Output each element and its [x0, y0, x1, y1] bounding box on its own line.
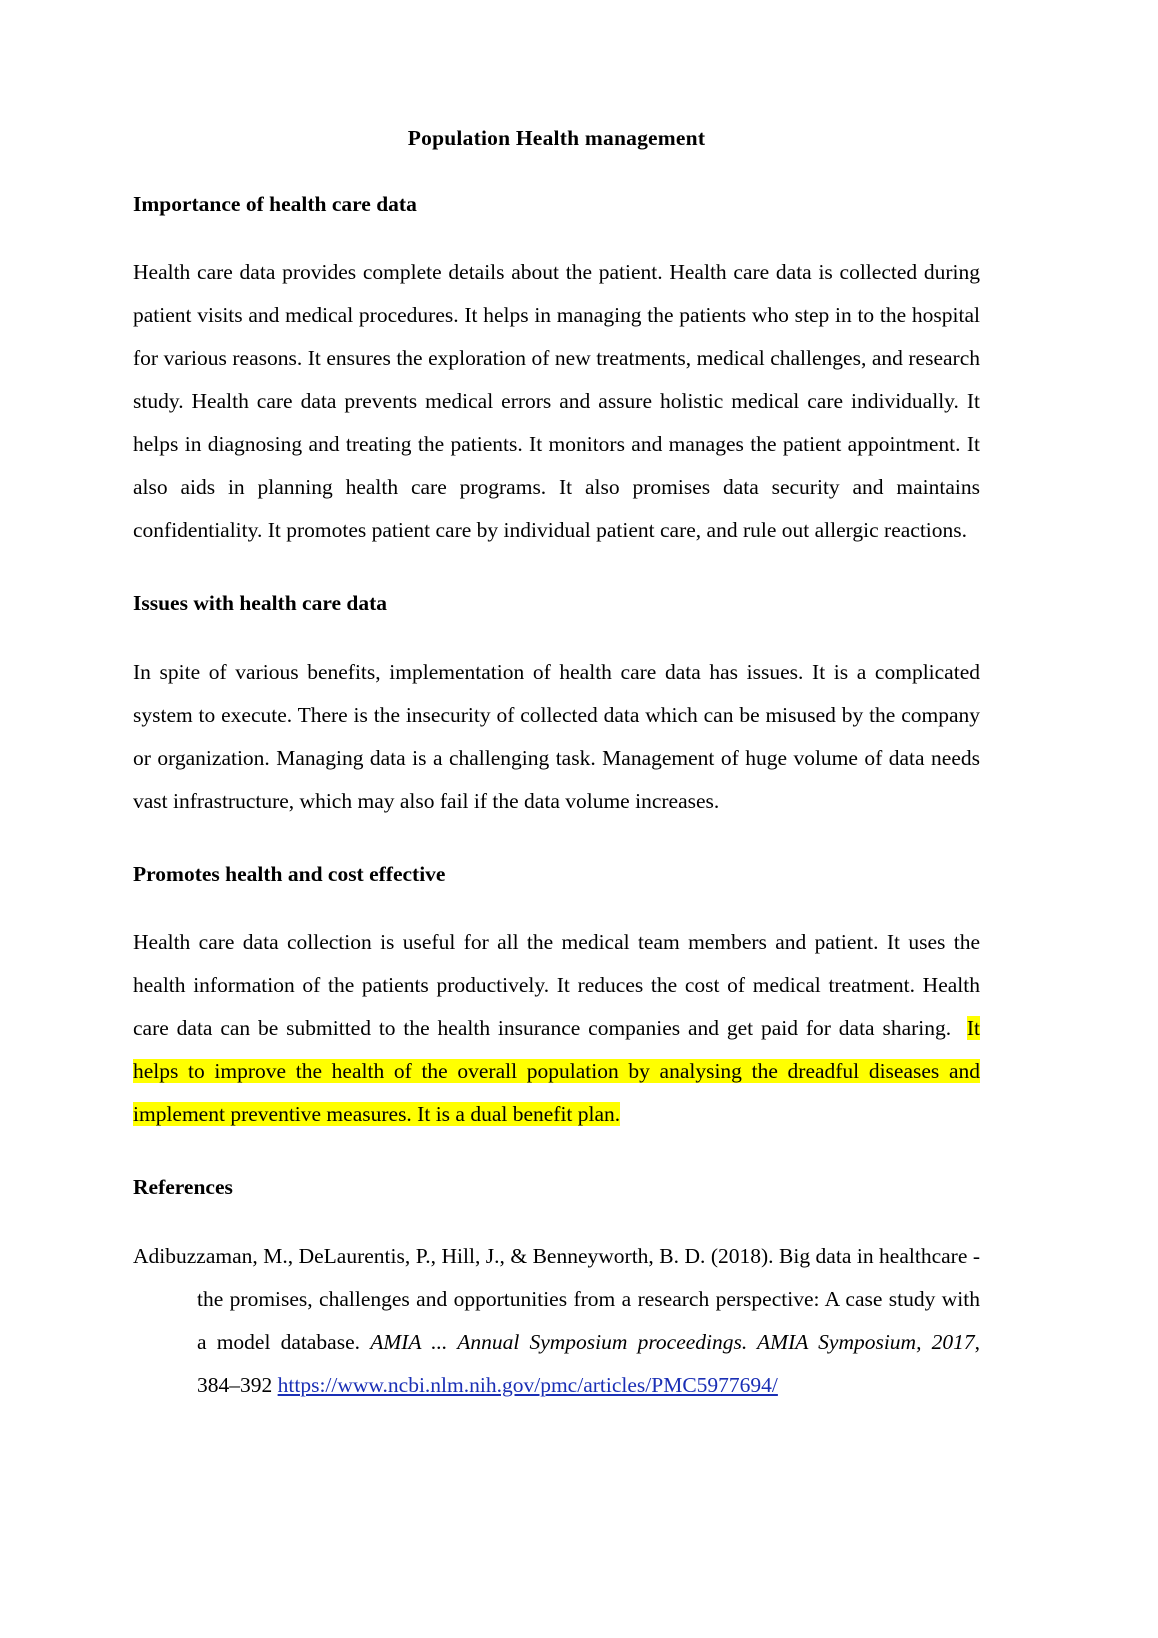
spacer [133, 150, 980, 194]
spacer [133, 1199, 980, 1235]
spacer [133, 615, 980, 651]
highlighted-passage: It helps to improve the health of the overall population by analysing the dreadful diseases and implement preventive measures. It is a dual benefit plan. [133, 1016, 980, 1126]
reference-entry [133, 1235, 980, 1407]
reference-authors-title: Adibuzzaman, M., DeLaurentis, P., Hill, J., & Benneyworth, B. D. (2018). Big data in healthcare - the promises, challenges and opportunities from a research perspective: A case study with a model database. [133, 1243, 980, 1354]
section-heading-importance: Importance of health care data [133, 191, 417, 216]
reference-url-link[interactable]: https://www.ncbi.nlm.nih.gov/pmc/articles/PMC5977694/ [277, 1372, 778, 1397]
reference-pages: , 384–392 [197, 1329, 981, 1397]
reference-source-italic: AMIA ... Annual Symposium proceedings. AMIA Symposium, 2017 [370, 1329, 975, 1354]
spacer [133, 823, 980, 864]
section-body-importance: Health care data provides complete details about the patient. Health care data is collected during patient visits and medical procedures. It helps in managing the patients who step in to the hospital for various reasons. It ensures the exploration of new treatments, medical challenges, and research study. Health care data prevents medical errors and assure holistic medical care individually. It helps in diagnosing and treating the patients. It monitors and manages the patient appointment. It also aids in planning health care programs. It also promises data security and maintains confidentiality. It promotes patient care by individual patient care, and rule out allergic reactions. [133, 260, 980, 542]
highlight-gap [951, 1016, 967, 1040]
section-heading-promotes: Promotes health and cost effective [133, 861, 446, 886]
page-title: Population Health management [407, 126, 706, 150]
section-body-promotes-plain: Health care data collection is useful for all the medical team members and patient. It uses the health information of the patients productively. It reduces the cost of medical treatment. Health care data can be submitted to the health insurance companies and get paid for data sharing. [133, 930, 980, 1040]
section-body-promotes [133, 921, 980, 1136]
spacer [133, 885, 980, 921]
references-heading: References [133, 1175, 233, 1199]
section-heading-issues: Issues with health care data [133, 591, 388, 615]
spacer [133, 215, 980, 251]
section-body-issues: In spite of various benefits, implementation of health care data has issues. It is a complicated system to execute. There is the insecurity of collected data which can be misused by the company or organization. Managing data is a challenging task. Management of huge volume of data needs vast infrastructure, which may also fail if the data volume increases. [133, 659, 980, 813]
spacer [133, 552, 980, 593]
spacer [133, 1136, 980, 1177]
